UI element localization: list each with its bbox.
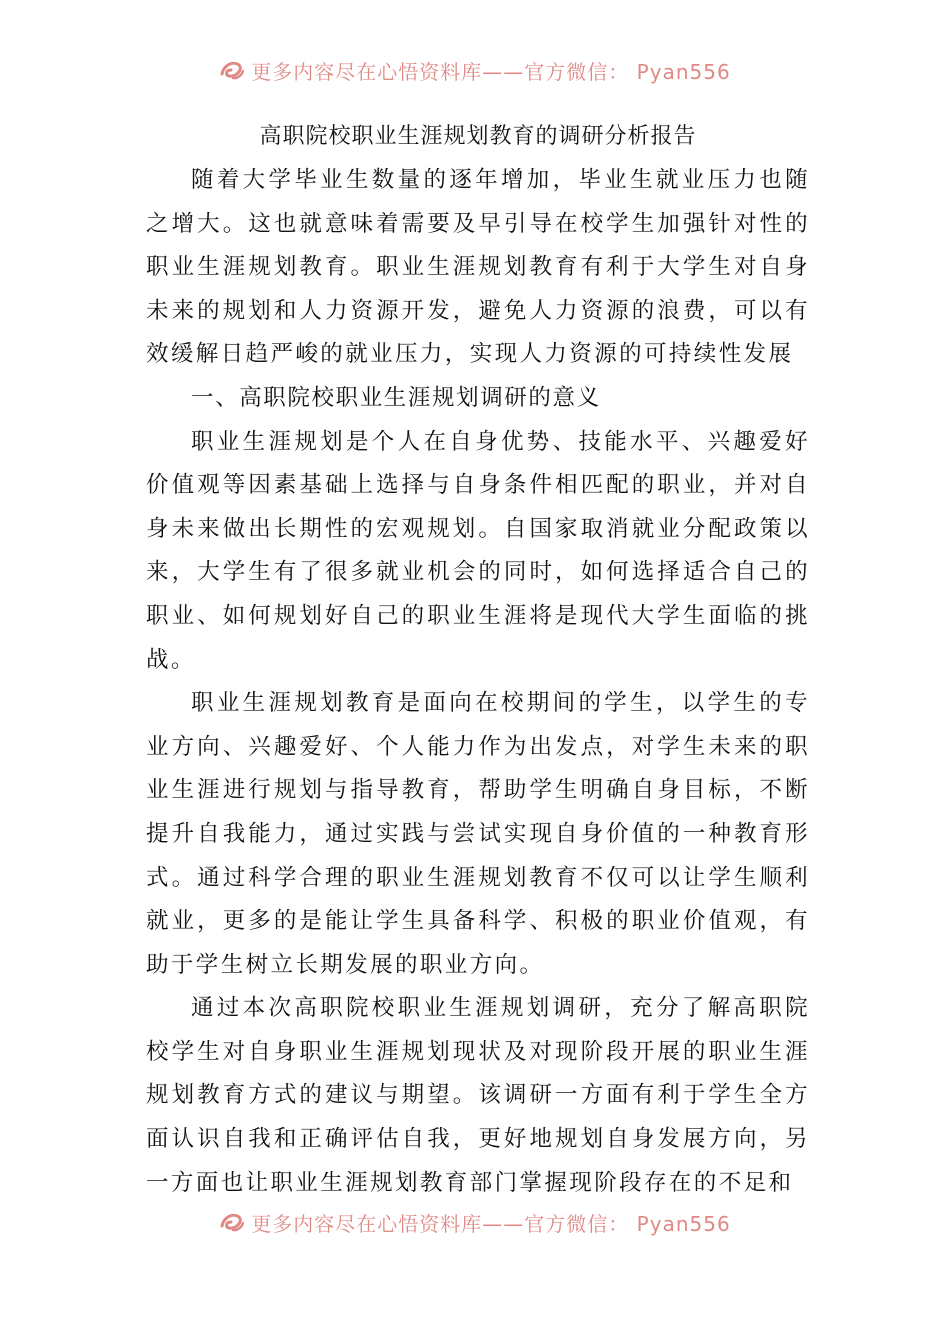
header-watermark-content — [219, 56, 730, 85]
section-heading-1: 一、高职院校职业生涯规划调研的意义 — [191, 384, 601, 411]
document-body — [146, 115, 810, 1205]
footer-watermark-text: 更多内容尽在心悟资料库——官方微信： Pyan556 — [251, 1211, 731, 1236]
footer-watermark-content — [219, 1208, 730, 1237]
footer-watermark — [0, 1207, 950, 1237]
paragraph-education: 职业生涯规划教育是面向在校期间的学生，以学生的专业方向、兴趣爱好、个人能力作为出发点，对学生未来的职业生涯进行规划与指导教育，帮助学生明确自身目标，不断提升自我能力，通过实践与尝试实现自身价值的一种教育形式。通过科学合理的职业生涯规划教育不仅可以让学生顺利就业，更多的是能让学生具备科学、积极的职业价值观，有助于学生树立长期发展的职业方向。 — [146, 690, 810, 978]
paragraph-intro: 随着大学毕业生数量的逐年增加，毕业生就业压力也随之增大。这也就意味着需要及早引导在校学生加强针对性的职业生涯规划教育。职业生涯规划教育有利于大学生对自身未来的规划和人力资源开发，避免人力资源的浪费，可以有效缓解日趋严峻的就业压力，实现人力资源的可持续性发展 — [146, 167, 810, 368]
paragraph-definition: 职业生涯规划是个人在自身优势、技能水平、兴趣爱好价值观等因素基础上选择与自身条件相匹配的职业，并对自身未来做出长期性的宏观规划。自国家取消就业分配政策以来，大学生有了很多就业机会的同时，如何选择适合自己的职业、如何规划好自己的职业生涯将是现代大学生面临的挑战。 — [146, 428, 810, 673]
paragraph-survey: 通过本次高职院校职业生涯规划调研，充分了解高职院校学生对自身职业生涯规划现状及对现阶段开展的职业生涯规划教育方式的建议与期望。该调研一方面有利于学生全方面认识自我和正确评估自我，更好地规划自身发展方向，另一方面也让职业生涯规划教育部门掌握现阶段存在的不足和 — [146, 995, 810, 1196]
brand-swirl-logo-icon — [219, 1211, 245, 1233]
header-watermark — [0, 55, 950, 85]
document-title: 高职院校职业生涯规划教育的调研分析报告 — [259, 124, 697, 149]
brand-swirl-logo-icon — [219, 59, 245, 81]
header-watermark-text: 更多内容尽在心悟资料库——官方微信： Pyan556 — [251, 59, 731, 84]
